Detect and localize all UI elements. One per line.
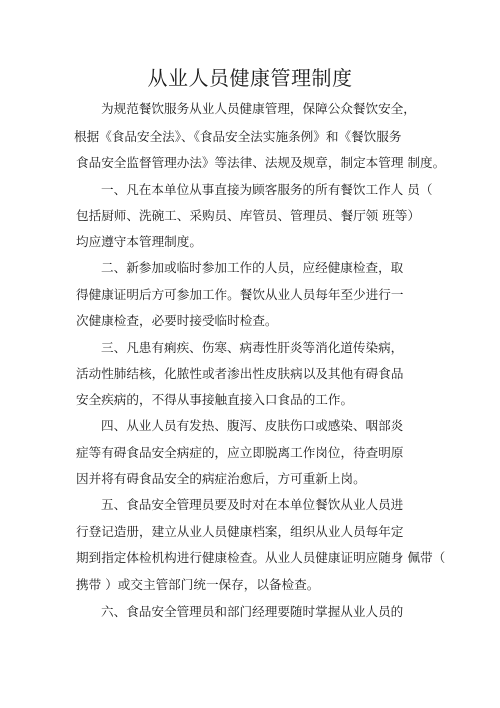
paragraph-line: 行登记造册，建立从业人员健康档案，组织从业人员每年定 — [76, 524, 404, 539]
paragraph-line: 携带 ）或交主管部门统一保存，以备检查。 — [76, 577, 320, 592]
paragraph-line: 次健康检查，必要时接受临时检查。 — [76, 313, 278, 328]
paragraph-line: 三、凡患有痢疾、伤寒、病毒性肝炎等消化道传染病， — [101, 340, 404, 355]
paragraph-line: 安全疾病的，不得从事接触直接入口食品的工作。 — [76, 392, 354, 407]
paragraph-line: 二、新参加或临时参加工作的人员，应经健康检查，取 — [101, 260, 404, 275]
document-title: 从业人员健康管理制度 — [147, 66, 353, 90]
paragraph-line: 因并将有碍食品安全的病症治愈后，方可重新上岗。 — [76, 471, 366, 486]
paragraph-line: 期到指定体检机构进行健康检查。从业人员健康证明应随身 佩带（ — [76, 550, 446, 565]
paragraph-line: 根据《食品安全法》、《食品安全法实施条例》和《餐饮服务 — [74, 129, 402, 144]
paragraph-line: 得健康证明后方可参加工作。餐饮从业人员每年至少进行一 — [76, 287, 404, 302]
paragraph-line: 五、食品安全管理员要及时对在本单位餐饮从业人员进 — [101, 497, 404, 512]
paragraph-line: 活动性肺结核，化脓性或者渗出性皮肤病以及其他有碍食品 — [76, 366, 404, 381]
paragraph-line: 均应遵守本管理制度。 — [76, 234, 202, 249]
paragraph-line: 一、凡在本单位从事直接为顾客服务的所有餐饮工作人 员（ — [101, 182, 433, 197]
paragraph-line: 四、从业人员有发热、腹泻、皮肤伤口或感染、咽部炎 — [101, 418, 404, 433]
paragraph-line: 六、食品安全管理员和部门经理要随时掌握从业人员的 — [101, 604, 404, 619]
paragraph-line: 包括厨师、洗碗工、采购员、库管员、管理员、餐厅领 班等） — [76, 208, 421, 223]
paragraph-line: 症等有碍食品安全病症的，应立即脱离工作岗位，待查明原 — [76, 445, 404, 460]
paragraph-line: 为规范餐饮服务从业人员健康管理，保障公众餐饮安全， — [101, 101, 416, 116]
paragraph-line: 食品安全监督管理办法》等法律、法规及规章，制定本管理 制度。 — [76, 155, 446, 170]
